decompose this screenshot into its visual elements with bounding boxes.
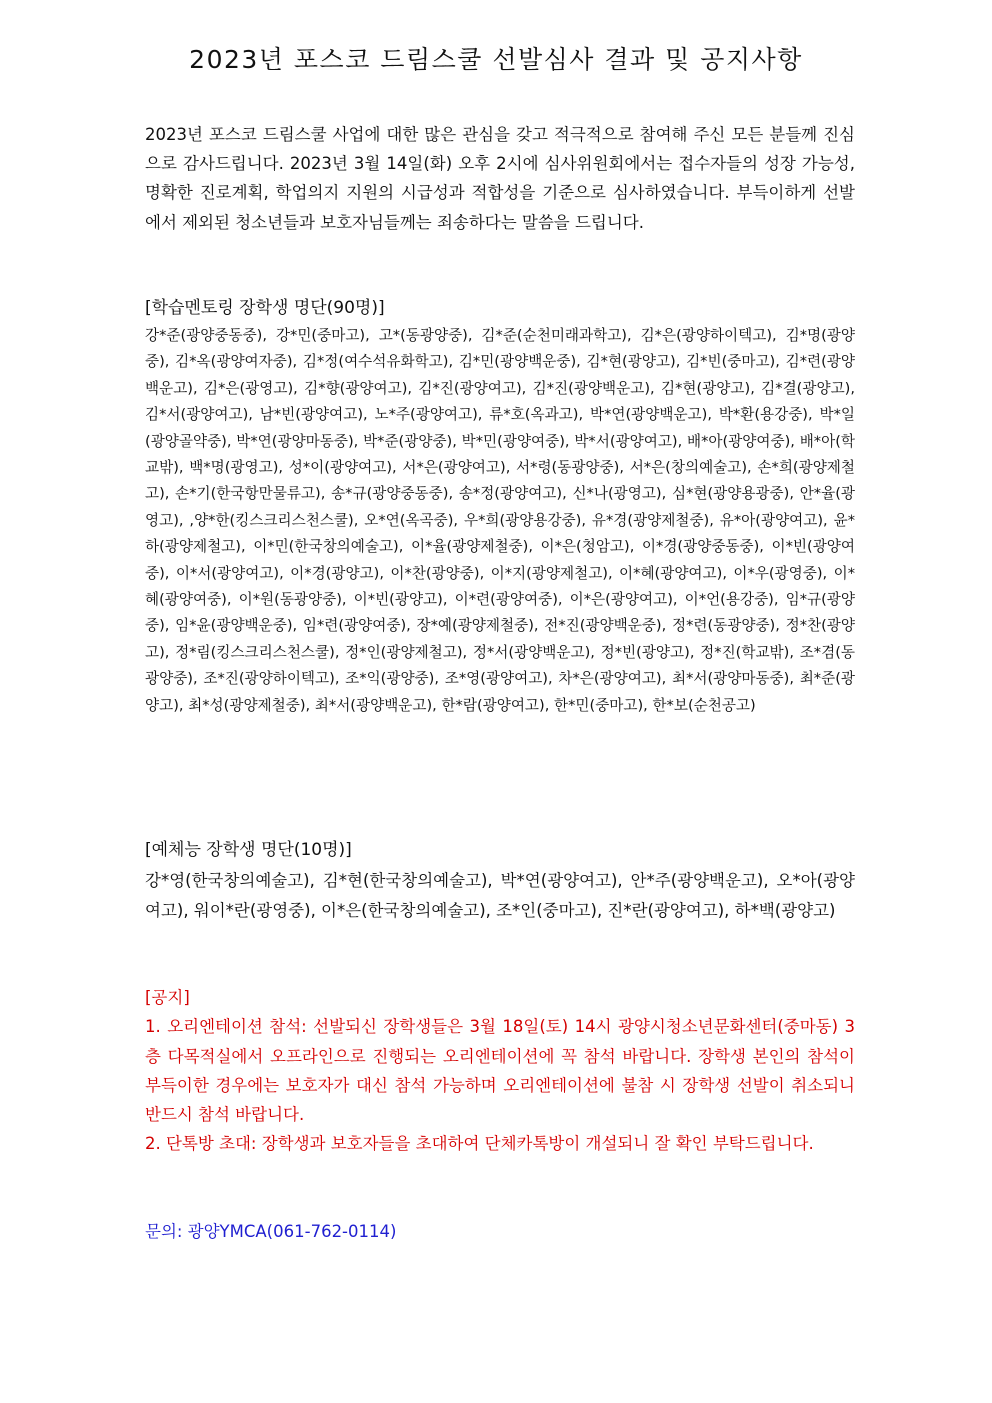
notice-item-group-chat: 2. 단톡방 초대: 장학생과 보호자들을 초대하여 단체카톡방이 개설되니 잘 확인 부탁드립니다. xyxy=(145,1134,814,1154)
notice-item-orientation: 1. 오리엔테이션 참석: 선발되신 장학생들은 3월 18일(토) 14시 광양시청소년문화센터(중마동) 3층 다목적실에서 오프라인으로 진행되는 오리엔테이션에 꼭 참석 바랍니다. 장학생 본인의 참석이 부득이한 경우에는 보호자가 대신 참석 가능하며 오리엔테이션에 불참 시 장학생 선발이 취소되니 반드시 참석 바랍니다. xyxy=(145,1017,855,1125)
mentoring-heading: [학습멘토링 장학생 명단(90명)] xyxy=(145,298,385,318)
arts-list: 강*영(한국창의예술고), 김*현(한국창의예술고), 박*연(광양여고), 안*주(광양백운고), 오*아(광양여고), 워이*란(광영중), 이*은(한국창의예술고), 조*인(중마고), 진*란(광양여고), 하*백(광양고) xyxy=(145,871,855,920)
page-title: 2023년 포스코 드림스쿨 선발심사 결과 및 공지사항 xyxy=(189,45,803,74)
notice-section xyxy=(145,983,855,1159)
notice-heading: [공지] xyxy=(145,988,190,1007)
intro-paragraph: 2023년 포스코 드림스쿨 사업에 대한 많은 관심을 갖고 적극적으로 참여해 주신 모든 분들께 진심으로 감사드립니다. 2023년 3월 14일(화) 오후 2시에 심사위원회에서는 접수자들의 성장 가능성, 명확한 진로계획, 학업의지 지원의 시급성과 적합성을 기준으로 심사하였습니다. 부득이하게 선발에서 제외된 청소년들과 보호자님들께는 죄송하다는 말씀을 드립니다. xyxy=(145,125,855,232)
arts-heading: [예체능 장학생 명단(10명)] xyxy=(145,840,352,860)
mentoring-list: 강*준(광양중동중), 강*민(중마고), 고*(동광양중), 김*준(순천미래과학고), 김*은(광양하이텍고), 김*명(광양중), 김*옥(광양여자중), 김*정(여수석유화학고), 김*민(광양백운중), 김*현(광양고), 김*빈(중마고), 김*련(광양백운고), 김*은(광영고), 김*향(광양여고), 김*진(광양여고), 김*진(광양백운고), 김*현(광양고), 김*결(광양고), 김*서(광양여고), 남*빈(광양여고), 노*주(광양여고), 류*호(옥과고), 박*연(광양백운고), 박*환(용강중), 박*일(광양골약중), 박*연(광양마동중), 박*준(광양중), 박*민(광양여중), 박*서(광양여고), 배*아(광양여중), 배*아(학교밖), 백*명(광영고), 성*이(광양여고), 서*은(광양여고), 서*령(동광양중), 서*은(창의예술고), 손*희(광양제철고), 손*기(한국항만물류고), 송*규(광양중동중), 송*정(광양여고), 신*나(광영고), 심*현(광양용광중), 안*율(광영고), ,양*한(킹스크리스천스쿨), 오*연(옥곡중), 우*희(광양용강중), 유*경(광양제철중), 유*아(광양여고), 윤*하(광양제철고), 이*민(한국창의예술고), 이*율(광양제철중), 이*은(청암고), 이*경(광양중동중), 이*빈(광양여중), 이*서(광양여고), 이*경(광양고), 이*찬(광양중), 이*지(광양제철고), 이*혜(광양여고), 이*우(광영중), 이*혜(광양여중), 이*원(동광양중), 이*빈(광양고), 이*련(광양여중), 이*은(광양여고), 이*언(용강중), 임*규(광양중), 임*윤(광양백운중), 임*련(광양여중), 장*예(광양제철중), 전*진(광양백운중), 정*련(동광양중), 정*찬(광양고), 정*림(킹스크리스천스쿨), 정*인(광양제철고), 정*서(광양백운고), 정*빈(광양고), 정*진(학교밖), 조*겸(동광양중), 조*진(광양하이텍고), 조*익(광양중), 조*영(광양여고), 차*은(광양여고), 최*서(광양마동중), 최*준(광양고), 최*성(광양제철중), 최*서(광양백운고), 한*람(광양여고), 한*민(중마고), 한*보(순천공고) xyxy=(145,327,855,714)
contact-info: 문의: 광양YMCA(061-762-0114) xyxy=(145,1222,397,1241)
